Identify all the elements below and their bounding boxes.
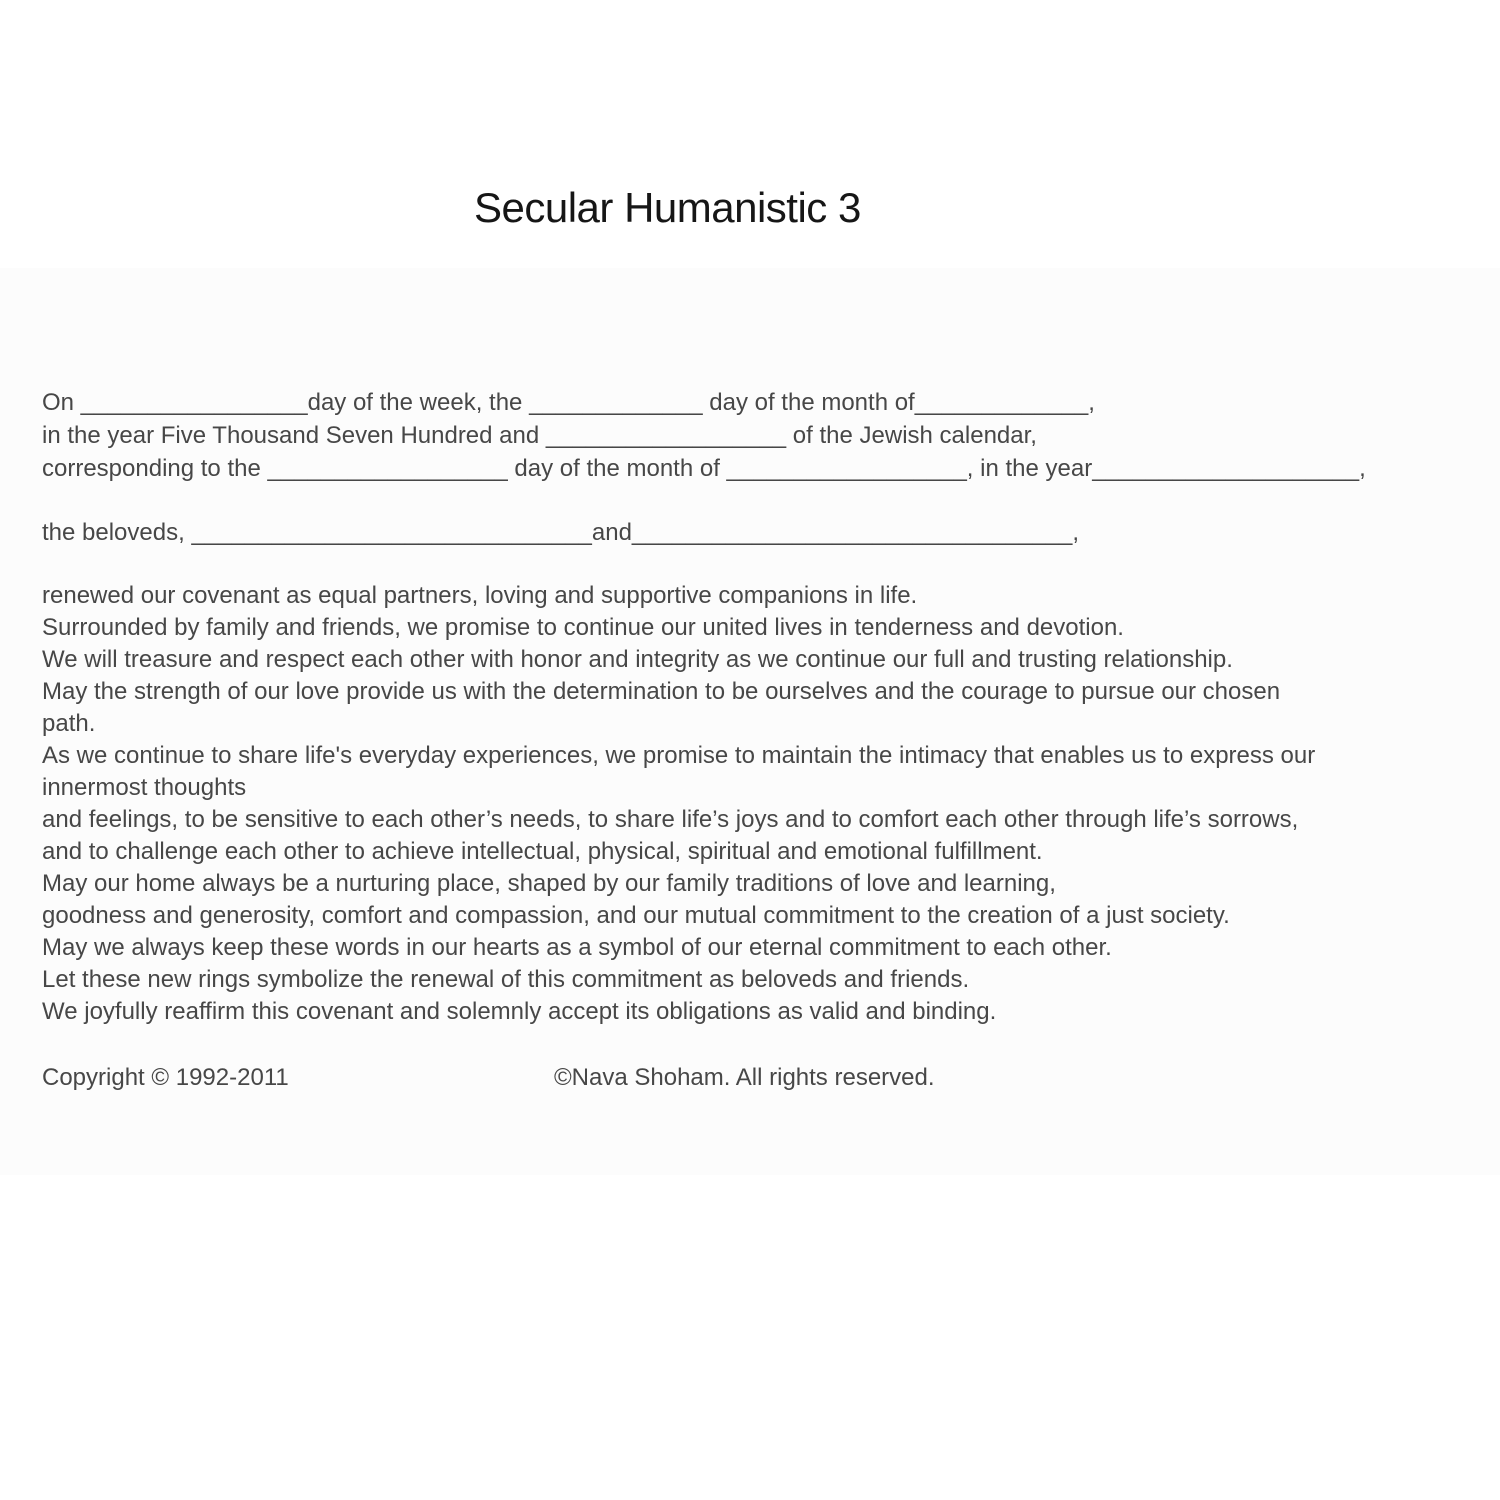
ketubah-text-sheet [0,268,1500,1175]
vow-line: innermost thoughts [42,774,247,801]
vow-line: goodness and generosity, comfort and compassion, and our mutual commitment to the creation of a just society. [42,902,1230,929]
copyright-years: Copyright © 1992-2011 [42,1064,289,1091]
vow-line: and to challenge each other to achieve intellectual, physical, spiritual and emotional fulfillment. [42,838,1043,865]
copyright-footer [0,1064,1500,1104]
vow-line: Let these new rings symbolize the renewal of this commitment as beloveds and friends. [42,966,970,993]
page-title: Secular Humanistic 3 [474,184,861,231]
fill-in-line-beloveds-names: the beloveds, ______________________________and_________________________________, [42,519,1080,546]
fill-in-line-civil-date: corresponding to the __________________ day of the month of __________________, in the year____________________, [42,455,1366,482]
rights-reserved-notice: ©Nava Shoham. All rights reserved. [554,1064,935,1091]
vow-line: May we always keep these words in our hearts as a symbol of our eternal commitment to each other. [42,934,1112,961]
vow-line: We joyfully reaffirm this covenant and solemnly accept its obligations as valid and binding. [42,998,997,1025]
fill-in-line-hebrew-date-2: in the year Five Thousand Seven Hundred and __________________ of the Jewish calendar, [42,422,1037,449]
vow-line: May the strength of our love provide us with the determination to be ourselves and the courage to pursue our chosen [42,678,1281,705]
vow-line: As we continue to share life's everyday experiences, we promise to maintain the intimacy that enables us to express our [42,742,1316,769]
vow-line: We will treasure and respect each other with honor and integrity as we continue our full and trusting relationship. [42,646,1233,673]
vow-line: renewed our covenant as equal partners, loving and supportive companions in life. [42,582,918,609]
beloveds-names-section [42,516,1079,549]
vow-line: May our home always be a nurturing place, shaped by our family traditions of love and learning, [42,870,1056,897]
date-fill-in-section [42,386,1366,485]
covenant-text-section [42,580,1315,1028]
vow-line: path. [42,710,96,737]
fill-in-line-hebrew-date-1: On _________________day of the week, the _____________ day of the month of_____________, [42,389,1095,416]
vow-line: and feelings, to be sensitive to each other’s needs, to share life’s joys and to comfort each other through life’s sorrows, [42,806,1299,833]
vow-line: Surrounded by family and friends, we promise to continue our united lives in tenderness and devotion. [42,614,1124,641]
